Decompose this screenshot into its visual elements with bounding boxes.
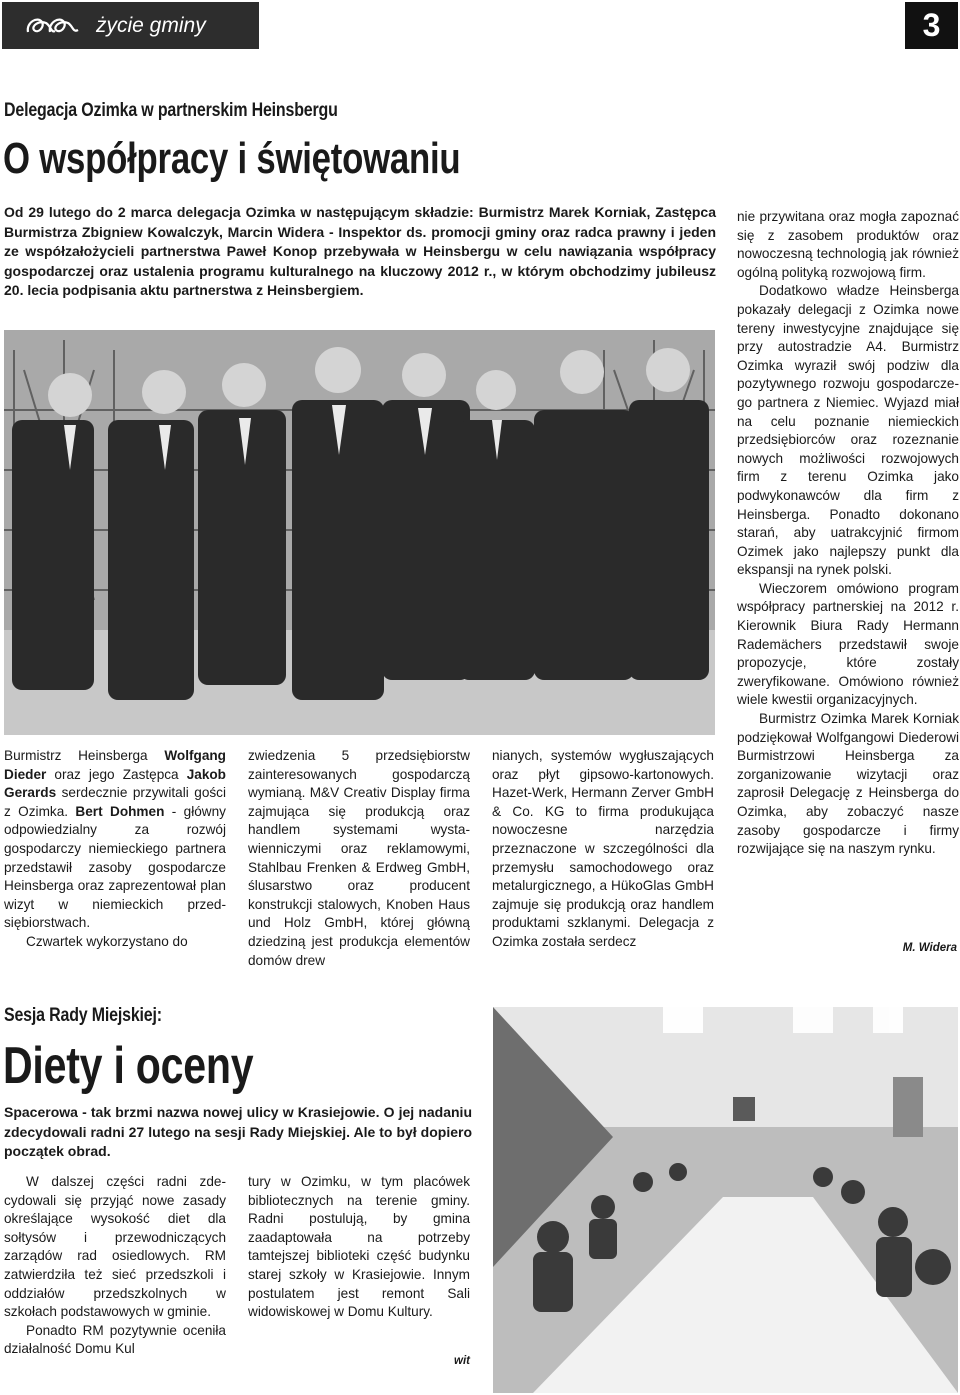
page-number: 3	[905, 2, 958, 49]
article2-kicker: Sesja Rady Miejskiej:	[4, 1005, 162, 1026]
article2-lead: Spacerowa - tak brzmi nazwa nowej ulicy w Krasiejowie. O jej nadaniu zdecydowali radni 27 lutego na sesji Rady Miejskiej. Ale to był dopiero początek obrad.	[4, 1104, 472, 1159]
article2-column-2: tury w Ozimku, w tym placówek bibliotecznych na terenie gminy. Radni postulują, by gmina zaadaptowała na potrzeby tamtejszej biblioteki część budynku starej szkoły w Krasiejowie. Innym postulatem jest remont Sali widowiskowej w Domu Kultury.	[248, 1174, 470, 1320]
group-photo-illustration	[4, 330, 715, 735]
article2-title: Diety i oceny	[3, 1037, 254, 1095]
section-name: życie gminy	[96, 13, 206, 37]
article1-signature: M. Widera	[902, 942, 957, 954]
council-session-photo	[493, 1007, 958, 1393]
council-photo-illustration	[493, 1007, 958, 1393]
article1-column-4: nie przywitana oraz mogła zapoznać się z zasobem produktów oraz nowoczesną technologią jak również ogólną polityką rozwojową firm. Dodatkowo władze Heinsberga pokazały delegacji z Ozimka nowe tereny inwestycyjne znajdujące się przy autostradzie A4. Burmistrz Ozimka wyraził swój podziw dla pozytywnego rozwoju gospodarczego partnera z Niemiec. Wyjazd miał na celu poznanie niemieckich przedsiębiorców oraz rozeznanie nowych możliwości rozwojowych firm z terenu Ozimka jako podwykonawców dla firm z Heinsberga. Ponadto dokonano starań, aby uatrakcyjnić firmom Ozimek jako najlepszy punkt dla ekspansji na rynek polski. Wieczorem omówiono program współpracy partnerskiej na 2012 r. Kierownik Biura Rady Hermann Rademächers przedstawił swoje propozycje, które zostały zweryfikowane. Omówiono również wiele kwestii organizacyjnych. Burmistrz Ozimka Marek Korniak podziękował Wolfgangowi Diederowi Burmistrzowi Heinsberga za zorganizowanie wizytacji oraz zaprosił Delegację z Heinsberga do Ozimka, aby zobaczyć nasze zasoby gospodarcze i firmy rozwijające się na naszym rynku.	[737, 209, 959, 857]
delegation-group-photo	[4, 330, 715, 735]
article1-title: O współpracy i świętowaniu	[3, 134, 461, 183]
article1-lead: Od 29 lutego do 2 marca delegacja Ozimka w następującym składzie: Burmistrz Marek Korniak, Zastępca Burmistrza Zbigniew Kowalczyk, Marcin Widera - Inspektor ds. promocji gminy oraz radca prawny i jeden ze współzałożycieli partnerstwa Paweł Konop przebywała w Heinsbergu w celu nawiązania współpracy gospodarczej oraz ustalenia programu kulturalnego na kluczowy 2012 r., w którym obchodzimy jubileusz 20. lecia podpisania aktu partnerstwa z Heinsbergiem.	[4, 204, 716, 298]
article1-column-2: zwiedzenia 5 przedsiębiorstw zainteresowanych gospodarczą wymianą. M&V Creativ Display firma zajmująca się produkcją oraz handlem systemami wystawienniczymi oraz reklamowymi, Stahlbau Frenken & Erdweg GmbH, ślusarstwo oraz producent konstrukcji stalowych, Knoben Haus und Holz GmbH, której główną dziedziną jest produkcja elementów domów drew	[248, 748, 470, 968]
article1-column-1: Burmistrz Heinsberga Wolfgang Dieder oraz jego Zastępca Jakob Gerards serdecznie przywitali gości z Ozimka. Bert Dohmen - główny odpowiedzialny za rozwój gospodarczy niemieckiego partnera przedstawił zasoby gospodarcze Heinsberga oraz zaprezentował plan wizyt w niemieckich przedsiębiorstwach. Czwartek wykorzystano do	[4, 748, 226, 949]
article2-signature: wit	[454, 1355, 470, 1367]
article1-column-3: nianych, systemów wygłuszających oraz płyt gipsowo-kartonowych. Hazet-Werk, Hermann Zerver GmbH & Co. KG to firma produkująca nowoczesne narzędzia przeznaczone w szczególności dla przemysłu samochodowego oraz metalurgicznego, a HükoGlas GmbH zajmuje się produkcją oraz handlem produktami szklanymi. Delegacja z Ozimka została serdecz	[492, 748, 714, 949]
section-header	[2, 2, 259, 49]
section-logo-icon	[24, 14, 82, 38]
article1-kicker: Delegacja Ozimka w partnerskim Heinsbergu	[4, 100, 338, 121]
article2-column-1: W dalszej części radni zdecydowali się przyjąć nowe zasady określające wysokość diet dla sołtysów i przewodniczących zarządów rad osiedlowych. RM zatwierdziła też sieć przedszkoli i oddziałów przedszkolnych w szkołach podstawowych w gminie. Ponadto RM pozytywnie oceniła działalność Domu Kul	[4, 1174, 226, 1357]
